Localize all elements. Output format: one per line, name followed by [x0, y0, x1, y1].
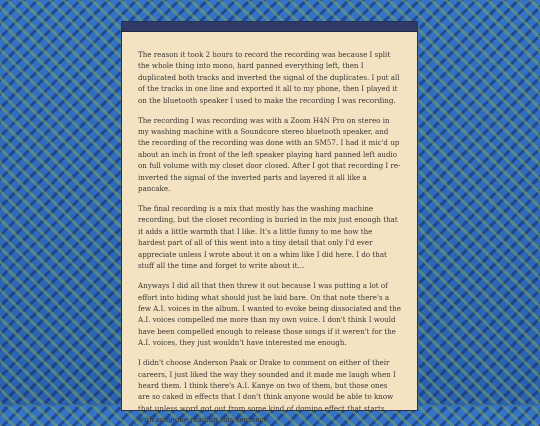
post-content — [122, 32, 417, 426]
post-paragraph-3: The final recording is a mix that mostly has the washing machine recording, but the closet recording is buried in the mix just enough that it adds a little warmth that I like. It's a little funny to me how the hardest part of all of this went into a tiny detail that only I'd ever appreciate unless I wrote about it on a whim like I did here. I do that stuff all the time and forget to write about it... — [138, 204, 398, 271]
post-paragraph-2: The recording I was recording was with a Zoom H4N Pro on stereo in my washing machine with a Soundcore stereo bluetooth speaker, and the recording of the recording was done with an SM57. I had it mic'd up about an inch in front of the left speaker playing hard panned left audio on full volume with my closet door closed. After I got that recording I re-inverted the signal of the inverted parts and layered it all like a pancake. — [138, 115, 401, 194]
post-paragraph-4: Anyways I did all that then threw it out because I was putting a lot of effort into hiding what should just be laid bare. On that note there's a few A.I. voices in the album. I wanted to evoke being dissociated and the A.I. voices compelled me more than my own voice. I don't think I would have been compelled enough to release those songs if it weren't for the A.I. voices, they just wouldn't have interested me enough. — [138, 281, 401, 348]
post-paragraph-5: I didn't choose Anderson Paak or Drake to comment on either of their careers, I just liked the way they sounded and it made me laugh when I heard them. I think there's A.I. Kanye on two of them, but those ones are so caked in effects that I don't think anyone would be able to know that unless word got out from some kind of domino effect that starts with someone reading this sentence. — [138, 358, 396, 425]
post-paragraph-1: The reason it took 2 hours to record the recording was because I split the whole thing into mono, hard panned everything left, then I duplicated both tracks and inverted the signal of the duplicates. I put all of the tracks in one line and exported it all to my phone, then I played it on the bluetooth speaker I used to make the recording I was recording. — [138, 50, 400, 105]
panel-header-bar — [122, 22, 417, 32]
post-panel — [121, 21, 418, 425]
